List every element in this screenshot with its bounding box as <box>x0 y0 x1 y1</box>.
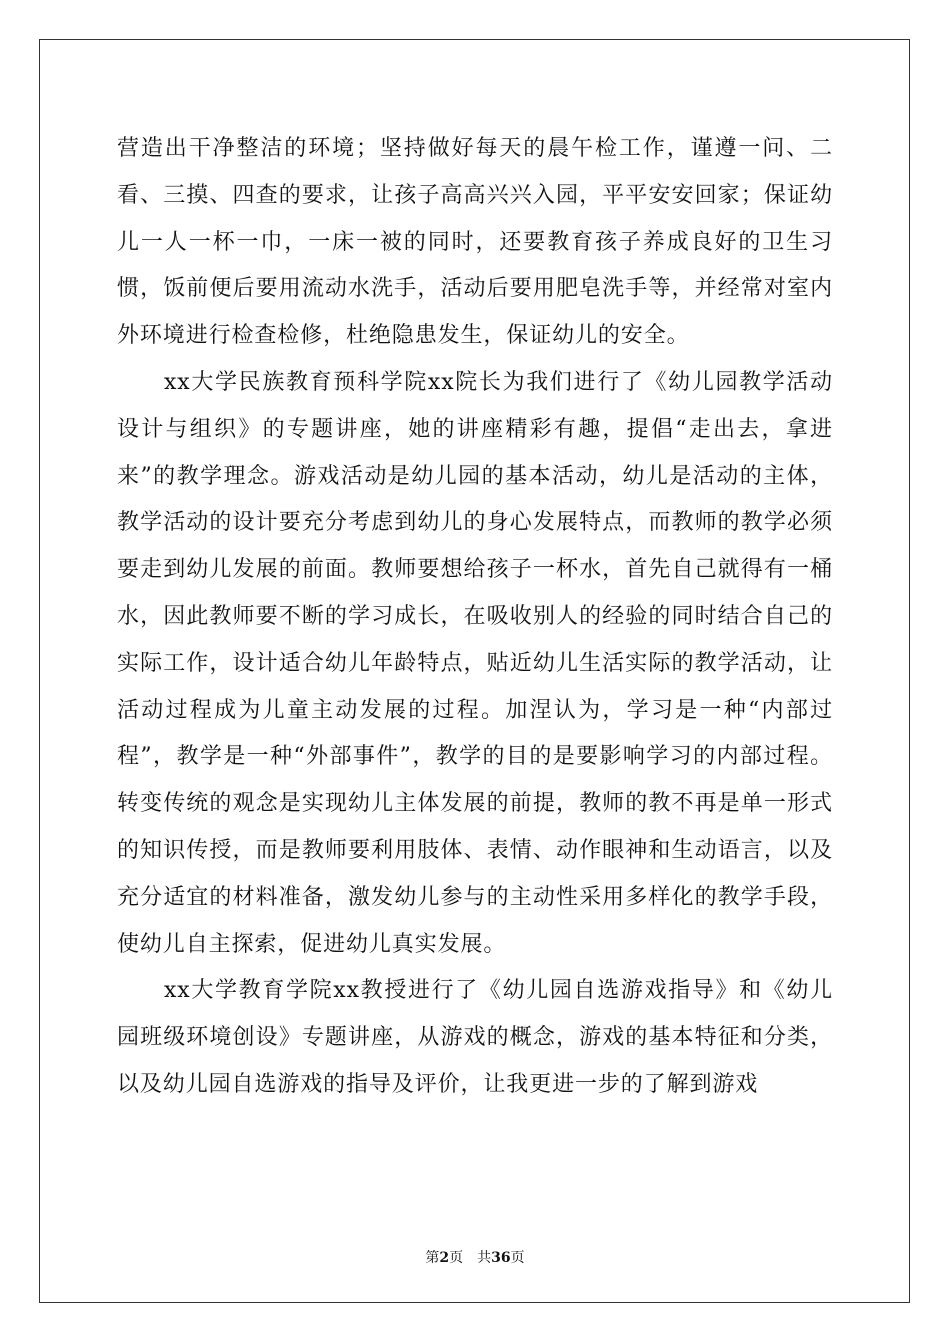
footer-page-unit: 页 <box>449 1250 464 1266</box>
paragraph-3: xx大学教育学院xx教授进行了《幼儿园自选游戏指导》和《幼儿园班级环境创设》专题讲座，从游戏的概念，游戏的基本特征和分类，以及幼儿园自选游戏的指导及评价，让我更进一步的了解到游戏 <box>117 978 833 1097</box>
paragraph-2: xx大学民族教育预科学院xx院长为我们进行了《幼儿园教学活动设计与组织》的专题讲座，她的讲座精彩有趣，提倡“走出去，拿进来”的教学理念。游戏活动是幼儿园的基本活动，幼儿是活动的主体，教学活动的设计要充分考虑到幼儿的身心发展特点，而教师的教学必须要走到幼儿发展的前面。教师要想给孩子一杯水，首先自己就得有一桶水，因此教师要不断的学习成长，在吸收别人的经验的同时结合自己的实际工作，设计适合幼儿年龄特点，贴近幼儿生活实际的教学活动，让活动过程成为儿童主动发展的过程。加涅认为，学习是一种“内部过程”，教学是一种“外部事件”，教学的目的是要影响学习的内部过程。转变传统的观念是实现幼儿主体发展的前提，教师的教不再是单一形式的知识传授，而是教师要利用肢体、表情、动作眼神和生动语言，以及充分适宜的材料准备，激发幼儿参与的主动性采用多样化的教学手段，使幼儿自主探索，促进幼儿真实发展。 <box>117 369 833 957</box>
current-page-number: 2 <box>439 1250 450 1266</box>
total-pages-number: 36 <box>491 1250 511 1266</box>
footer-total-unit: 页 <box>510 1250 525 1266</box>
footer-prefix: 第 <box>425 1250 440 1266</box>
footer-total-prefix: 共 <box>477 1250 492 1266</box>
page-footer <box>0 1247 950 1267</box>
document-body <box>117 126 833 1109</box>
paragraph-1: 营造出干净整洁的环境；坚持做好每天的晨午检工作，谨遵一问、二看、三摸、四查的要求，让孩子高高兴兴入园，平平安安回家；保证幼儿一人一杯一巾，一床一被的同时，还要教育孩子养成良好的卫生习惯，饭前便后要用流动水洗手，活动后要用肥皂洗手等，并经常对室内外环境进行检查检修，杜绝隐患发生，保证幼儿的安全。 <box>117 136 833 349</box>
